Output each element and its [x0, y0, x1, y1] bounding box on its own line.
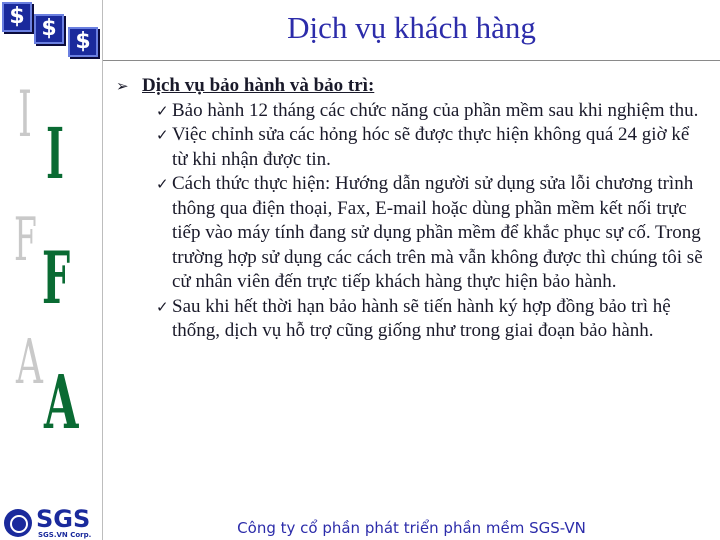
- check-icon: ✓: [156, 101, 169, 120]
- logo-letter-a: A: [44, 360, 79, 446]
- logo-letter-shadow-f: F: [14, 205, 37, 275]
- slide-content: [116, 74, 706, 344]
- check-icon: ✓: [156, 175, 169, 193]
- arrow-bullet-icon: ➢: [116, 77, 129, 95]
- header-divider: [103, 60, 720, 61]
- footer-company-name: Công ty cổ phần phát triển phần mềm SGS-VN: [237, 519, 586, 537]
- page-title: Dịch vụ khách hàng: [287, 10, 536, 45]
- check-icon: ✓: [156, 126, 169, 144]
- list-item-text: Bảo hành 12 tháng các chức năng của phần mềm sau khi nghiệm thu.: [172, 99, 699, 121]
- sgs-logo: [2, 505, 102, 539]
- logo-letter-shadow-i: I: [18, 78, 32, 152]
- left-sidebar: [0, 0, 103, 540]
- logo-letter-i: I: [46, 112, 65, 195]
- list-item-text: Cách thức thực hiện: Hướng dẫn người sử dụng sửa lỗi chương trình thông qua điện thoại, Fax, E-mail hoặc dùng phần mềm kết nối trực tiếp vào máy tính đang sử dụng phần mềm để khắc phục sự cố. Trong trường hợp sử dụng các cách trên mà vẫn không được thì chúng tôi sẽ cử nhân viên đến trực tiếp khách hàng thực hiện bảo hành.: [172, 173, 703, 292]
- globe-icon: [4, 509, 32, 537]
- check-icon: ✓: [156, 297, 169, 316]
- section-heading-text: Dịch vụ bảo hành và bảo trì:: [142, 75, 375, 96]
- logo-letter-shadow-a: A: [16, 325, 43, 398]
- section-heading: [116, 74, 706, 99]
- logo-letter-f: F: [42, 235, 71, 320]
- list-item-text: Sau khi hết thời hạn bảo hành sẽ tiến hành ký hợp đồng bảo trì hệ thống, dịch vụ hỗ trợ cũng giống như trong giai đoạn bảo hành.: [172, 295, 671, 341]
- list-item-text: Việc chỉnh sửa các hỏng hóc sẽ được thực hiện không quá 24 giờ kể từ khi nhận được tin.: [172, 124, 690, 170]
- list-item: [156, 172, 706, 295]
- list-item: [156, 123, 706, 172]
- list-item: [156, 99, 706, 124]
- sgs-logo-text: SGS: [36, 505, 91, 533]
- dollar-icon: $: [2, 2, 32, 32]
- sgs-logo-subtext: SGS.VN Corp.: [38, 531, 92, 539]
- dollar-icon: $: [68, 27, 98, 57]
- dollar-icon: $: [34, 14, 64, 44]
- list-item: [156, 295, 706, 344]
